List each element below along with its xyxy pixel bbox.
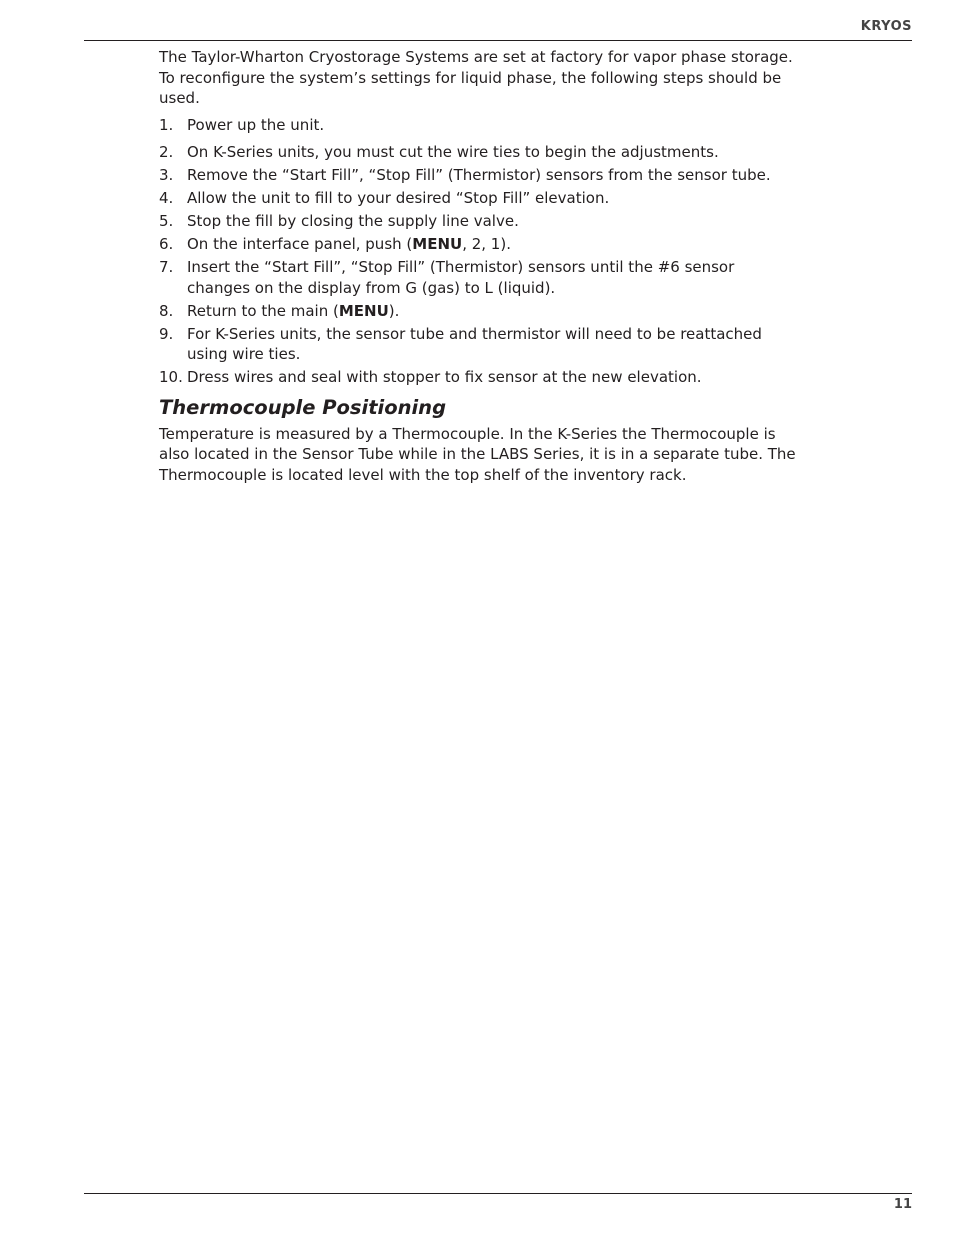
step-item	[159, 211, 799, 232]
step-item	[159, 301, 799, 322]
step-item	[159, 115, 799, 136]
procedure-steps	[159, 115, 799, 388]
step-text: Insert the “Start Fill”, “Stop Fill” (Thermistor) sensors until the #6 sensor changes on the display from G (gas) to L (liquid).	[187, 258, 735, 297]
running-head-brand: KRYOS	[860, 19, 912, 34]
step-item	[159, 257, 799, 298]
step-number: 4.	[159, 189, 174, 207]
step-text: For K-Series units, the sensor tube and thermistor will need to be reattached using wire ties.	[187, 324, 762, 363]
section-body: Temperature is measured by a Thermocouple. In the K-Series the Thermocouple is also located in the Sensor Tube while in the LABS Series, it is in a separate tube. The Thermocouple is located level with the top shelf of the inventory rack.	[159, 424, 796, 484]
step-number: 10.	[159, 368, 183, 386]
step-text-after: , 2, 1).	[462, 235, 511, 253]
step-text-after: ).	[388, 301, 400, 320]
step-text: Power up the unit.	[187, 115, 325, 134]
step-number: 1.	[159, 115, 174, 134]
step-item	[159, 324, 799, 365]
step-number: 6.	[159, 235, 174, 253]
step-text-before: Return to the main (	[187, 301, 339, 320]
step-number: 8.	[159, 301, 174, 320]
step-item	[159, 234, 799, 255]
step-item	[159, 142, 799, 163]
step-number: 7.	[159, 258, 174, 276]
step-text-before: On the interface panel, push (	[187, 235, 413, 253]
step-number: 9.	[159, 324, 174, 343]
step-text: Allow the unit to fill to your desired “Stop Fill” elevation.	[187, 189, 610, 207]
page-content	[159, 47, 799, 485]
section-heading: Thermocouple Positioning	[159, 395, 447, 419]
step-number: 5.	[159, 212, 174, 230]
intro-paragraph: The Taylor-Wharton Cryostorage Systems are set at factory for vapor phase storage. To reconfigure the system’s settings for liquid phase, the following steps should be used.	[159, 48, 793, 107]
step-text: On K-Series units, you must cut the wire ties to begin the adjustments.	[187, 143, 719, 161]
step-item	[159, 188, 799, 209]
header-rule	[84, 40, 912, 41]
step-text: Dress wires and seal with stopper to fix sensor at the new elevation.	[187, 368, 702, 386]
step-text: Remove the “Start Fill”, “Stop Fill” (Thermistor) sensors from the sensor tube.	[187, 166, 771, 184]
step-item	[159, 165, 799, 186]
menu-key: MENU	[338, 301, 389, 320]
menu-key: MENU	[412, 235, 463, 253]
page-number: 11	[893, 1197, 912, 1212]
step-item	[159, 367, 799, 388]
footer-rule	[84, 1193, 912, 1194]
step-number: 3.	[159, 166, 174, 184]
step-number: 2.	[159, 143, 174, 161]
step-text: Stop the fill by closing the supply line valve.	[187, 212, 519, 230]
